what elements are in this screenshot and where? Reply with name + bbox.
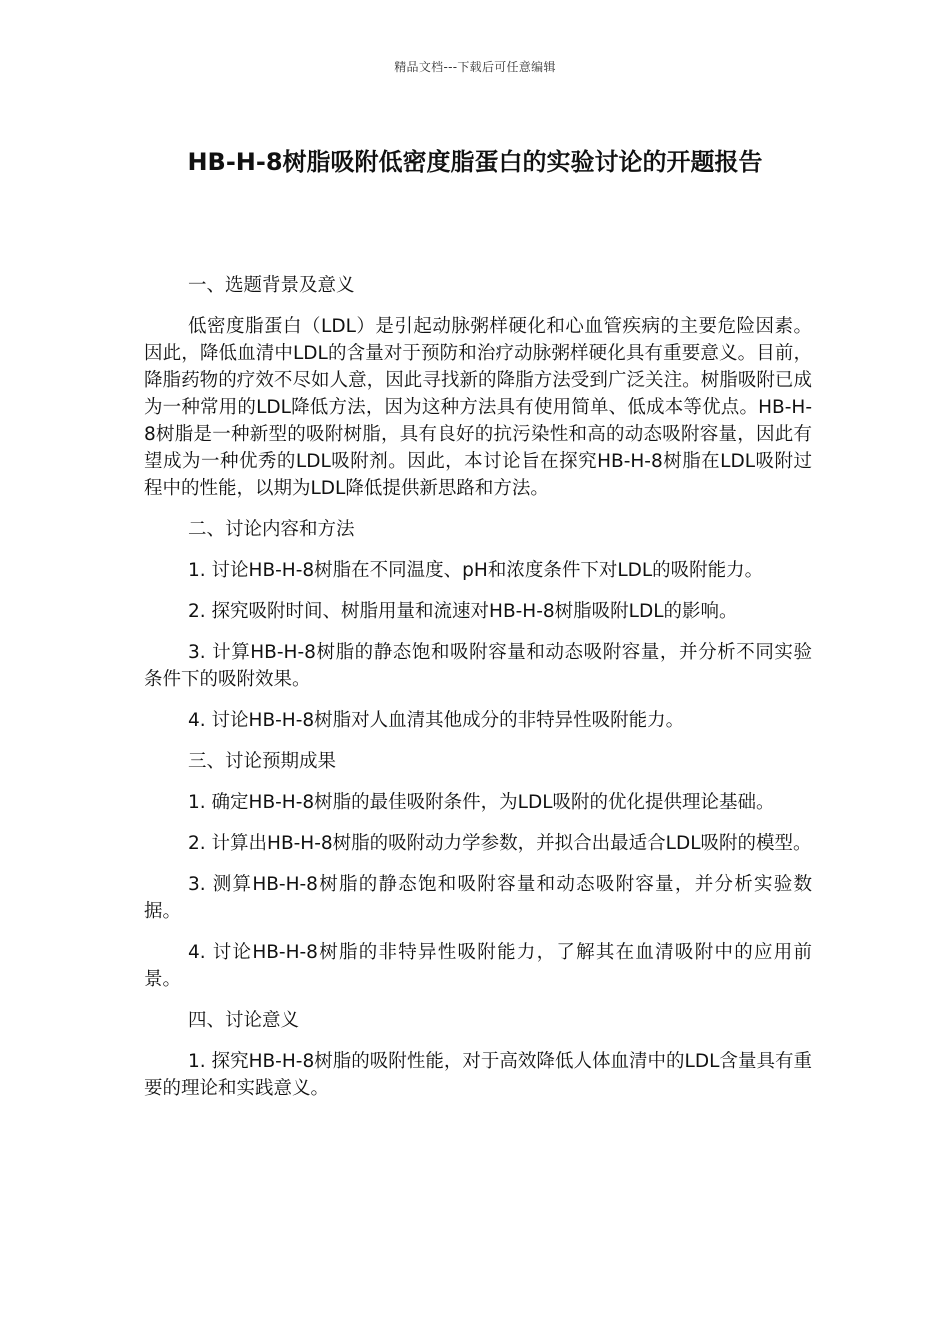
section-heading: 二、讨论内容和方法	[188, 519, 355, 540]
section-expected-results	[144, 748, 812, 993]
list-item: 3. 计算HB-H-8树脂的静态饱和吸附容量和动态吸附容量，并分析不同实验条件下的吸附效果。	[144, 642, 812, 690]
section-content-methods	[144, 516, 812, 734]
section-heading: 四、讨论意义	[188, 1010, 300, 1031]
document-body	[144, 272, 812, 1116]
document-title: HB-H-8树脂吸附低密度脂蛋白的实验讨论的开题报告	[187, 148, 763, 176]
section-significance	[144, 1007, 812, 1102]
list-item: 3. 测算HB-H-8树脂的静态饱和吸附容量和动态吸附容量，并分析实验数据。	[144, 874, 812, 922]
list-item: 4. 讨论HB-H-8树脂对人血清其他成分的非特异性吸附能力。	[188, 710, 685, 731]
list-item: 1. 讨论HB-H-8树脂在不同温度、pH和浓度条件下对LDL的吸附能力。	[188, 560, 764, 581]
paragraph: 低密度脂蛋白（LDL）是引起动脉粥样硬化和心血管疾病的主要危险因素。因此，降低血清中LDL的含量对于预防和治疗动脉粥样硬化具有重要意义。目前，降脂药物的疗效不尽如人意，因此寻找新的降脂方法受到广泛关注。树脂吸附已成为一种常用的LDL降低方法，因为这种方法具有使用简单、低成本等优点。HB-H-8树脂是一种新型的吸附树脂，具有良好的抗污染性和高的动态吸附容量，因此有望成为一种优秀的LDL吸附剂。因此，本讨论旨在探究HB-H-8树脂在LDL吸附过程中的性能，以期为LDL降低提供新思路和方法。	[144, 316, 812, 499]
list-item: 1. 确定HB-H-8树脂的最佳吸附条件，为LDL吸附的优化提供理论基础。	[188, 792, 775, 813]
header-note: 精品文档---下载后可任意编辑	[394, 60, 556, 74]
section-heading: 一、选题背景及意义	[188, 275, 355, 296]
section-heading: 三、讨论预期成果	[188, 751, 337, 772]
list-item: 4. 讨论HB-H-8树脂的非特异性吸附能力，了解其在血清吸附中的应用前景。	[144, 942, 812, 990]
section-background	[144, 272, 812, 502]
list-item: 1. 探究HB-H-8树脂的吸附性能，对于高效降低人体血清中的LDL含量具有重要的理论和实践意义。	[144, 1051, 812, 1099]
list-item: 2. 计算出HB-H-8树脂的吸附动力学参数，并拟合出最适合LDL吸附的模型。	[188, 833, 812, 854]
list-item: 2. 探究吸附时间、树脂用量和流速对HB-H-8树脂吸附LDL的影响。	[188, 601, 738, 622]
